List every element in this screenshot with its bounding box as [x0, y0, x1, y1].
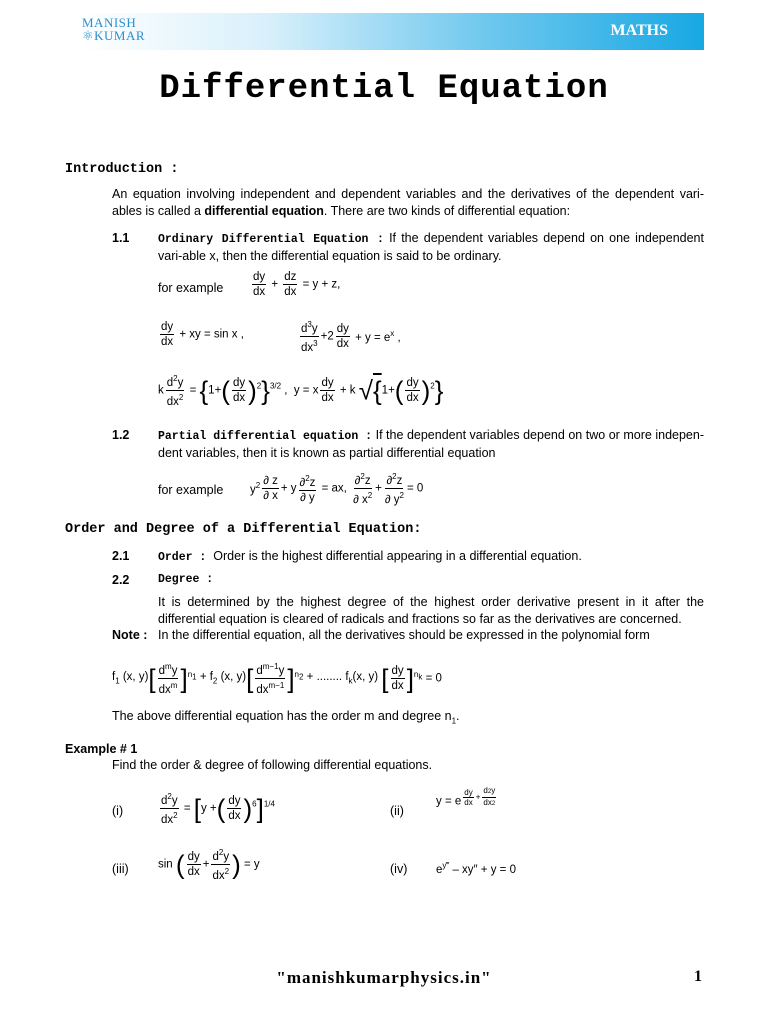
equation-polynomial-form: $f_1$ (x, y)[ $\frac{d^my}{dx^m}$ ]$^{n1} + f_2$ (x, y)[ $\frac{d^{m-1}y}{dx^{m-1}}$ ]$^{n2}$ + ........ $f_k(x$, y) [ $\frac{dy}{dx}$ ]$^{nk}$ = 0 — [112, 662, 442, 696]
brand-line-2-text: KUMAR — [94, 28, 146, 43]
above-equation-text: The above differential equation has the order m and degree $n_1$. — [112, 709, 460, 726]
equation-example-iii: sin ( $\frac{dy}{dx}$ + $\frac{d^2y}{dx^2}$ ) = y — [158, 848, 260, 882]
equation-ode-4: k $\frac{d^2y}{dx^2}$ = {1+( $\frac{dy}{dx}$ )$^2$}$^{3/2}$ , y = x $\frac{dy}{dx}$ + k √{1+( $\frac{dy}{dx}$ )$^2$} — [158, 374, 444, 408]
example-item-i: (i) — [112, 804, 124, 818]
page-title: Differential Equation — [159, 70, 609, 108]
section-1-1-label: Ordinary Differential Equation : — [158, 233, 384, 246]
equation-example-i: $\frac{d^2y}{dx^2}$ = [y +( $\frac{dy}{dx}$ )$^6$]$^{1/4}$ — [161, 792, 275, 826]
section-1-2-body: If the dependent variables depend on two or more indepen-dent variables, then it is known as partial differential equation — [158, 428, 704, 460]
for-example-2: for example — [158, 483, 224, 497]
section-1-2-text — [158, 427, 704, 462]
brand-logo — [82, 16, 145, 42]
equation-example-ii: y = e $\frac{dy}{dx}$ + $\frac{d2y}{dx2}$ — [436, 786, 496, 808]
subject-label: MATHS — [610, 22, 668, 39]
section-1-1-number: 1.1 — [112, 231, 130, 245]
footer-url: "manishkumarphysics.in" — [276, 968, 492, 987]
section-2-2-label: Degree : — [158, 573, 214, 586]
equation-ode-2: $\frac{dy}{dx}$ + xy = sin x , — [161, 321, 244, 348]
section-2-1-text — [158, 548, 704, 566]
for-example-1: for example — [158, 281, 224, 295]
example-heading: Example # 1 — [65, 742, 138, 756]
atom-icon: ⚛ — [82, 28, 95, 43]
section-2-1-body: Order is the highest differential appearing in a differential equation. — [213, 549, 582, 563]
intro-text-bold: differential equation — [204, 204, 324, 218]
example-item-iii: (iii) — [112, 862, 129, 876]
section-1-2-label: Partial differential equation : — [158, 430, 373, 443]
example-item-ii: (ii) — [390, 804, 404, 818]
section-1-2-number: 1.2 — [112, 428, 130, 442]
example-item-iv: (iv) — [390, 862, 408, 876]
order-degree-heading: Order and Degree of a Differential Equation: — [65, 522, 422, 537]
equation-ode-3: $\frac{d^3y}{dx^3}$ +2 $\frac{dy}{dx}$ + $y = e^x$ , — [301, 320, 401, 354]
equation-example-iv: $e^{y‴} - xy'' + y = 0$ — [436, 861, 516, 876]
example-prompt: Find the order & degree of following differential equations. — [112, 758, 433, 772]
intro-text-pre: An equation involving independent and dependent variables and the derivatives of the dependent vari-ables is called a — [112, 187, 704, 218]
section-1-1-text — [158, 230, 704, 265]
section-2-1-label: Order : — [158, 551, 207, 564]
brand-line-2 — [82, 29, 145, 42]
brand-line-1: MANISH — [82, 15, 137, 30]
intro-paragraph — [112, 186, 704, 220]
section-2-2-text: It is determined by the highest degree of the highest order derivative present in it after the differential equation is cleared of radicals and fractions so far as the derivatives are concerned. — [158, 595, 704, 626]
above-equation-body: The above differential equation has the order m and degree n — [112, 709, 452, 723]
equation-pde: $y^2$ $\frac{\partial z}{\partial x}$ + y $\frac{\partial^2z}{\partial y}$ = ax, $\frac{\partial^2z}{\partial x^2}$ + $\frac{\partial^2z}{\partial y^2}$ = 0 — [250, 472, 424, 506]
section-1-1-body: If the dependent variables depend on one independent vari-able x, then the differential equation is said to be ordinary. — [158, 231, 704, 263]
intro-heading: Introduction : — [65, 162, 179, 177]
note-label: Note : — [112, 628, 148, 642]
section-2-2-number: 2.2 — [112, 573, 130, 587]
page-number: 1 — [694, 968, 702, 985]
section-2-1-number: 2.1 — [112, 549, 130, 563]
equation-ode-1: $\frac{dy}{dx}$ + $\frac{dz}{dx}$ = y + z, — [253, 271, 341, 298]
intro-text-post: . There are two kinds of differential equation: — [323, 204, 571, 218]
note-text: In the differential equation, all the derivatives should be expressed in the polynomial form — [158, 628, 650, 642]
